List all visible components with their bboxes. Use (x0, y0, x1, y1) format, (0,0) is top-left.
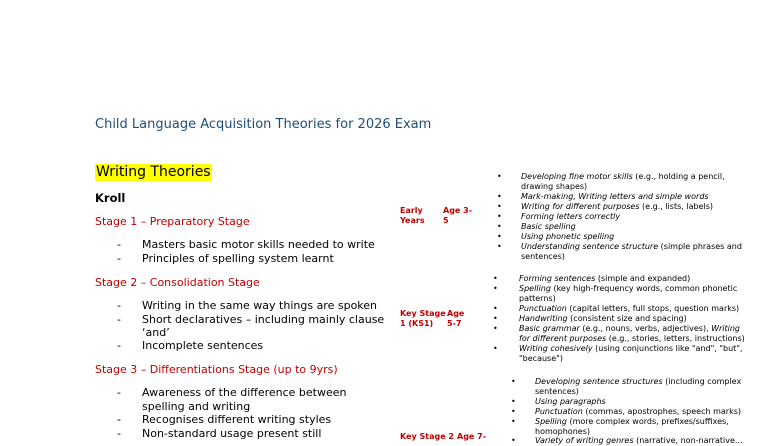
key-stage-age: Age (447, 309, 465, 318)
document-title: Child Language Acquisition Theories for 2026 Exam (95, 117, 432, 132)
curriculum-item: Punctuation (commas, apostrophes, speech marks) (535, 407, 742, 416)
stage-point: Non-standard usage present still (142, 427, 322, 440)
curriculum-item: Basic spelling (521, 222, 576, 231)
key-stage-name: Key Stage (400, 309, 446, 318)
curriculum-item: Developing sentence structures (including complex sentences) (535, 377, 742, 396)
stage-point: Short declaratives – including mainly clause (142, 313, 385, 326)
curriculum-item: Forming letters correctly (521, 212, 621, 221)
dot-bullet: • (497, 212, 502, 221)
dash-bullet: - (117, 313, 121, 326)
stage-point-continued: spelling and writing (142, 400, 251, 413)
dot-bullet: • (497, 192, 502, 201)
curriculum-item: Forming sentences (simple and expanded) (519, 274, 691, 283)
dash-bullet: - (117, 386, 121, 399)
stage-point: Writing in the same way things are spoken (142, 299, 378, 312)
stage-point-continued: ‘and’ (142, 326, 170, 339)
stage-point: Incomplete sentences (142, 339, 264, 352)
dot-bullet: • (511, 397, 516, 406)
curriculum-item: Using phonetic spelling (521, 232, 615, 241)
stage-point: Awareness of the difference between (142, 386, 347, 399)
key-stage-age: Age 7- (457, 432, 487, 441)
dot-bullet: • (493, 284, 498, 293)
dot-bullet: • (493, 344, 498, 353)
curriculum-item: Developing fine motor skills (e.g., holding a pencil, drawing shapes) (521, 172, 725, 191)
curriculum-item: Using paragraphs (535, 397, 606, 406)
section-heading: Writing Theories (96, 164, 211, 180)
curriculum-item: Variety of writing genres (narrative, non-narrative... (535, 436, 743, 445)
stage-point: Recognises different writing styles (142, 413, 332, 426)
dot-bullet: • (497, 172, 502, 181)
key-stage-name: Key Stage 2 (400, 432, 454, 441)
key-stage-name: 1 (KS1) (400, 319, 434, 328)
dot-bullet: • (493, 314, 498, 323)
curriculum-item: Writing for different purposes (e.g., lists, labels) (521, 202, 713, 211)
curriculum-item: Punctuation (capital letters, full stops, question marks) (519, 304, 740, 313)
dash-bullet: - (117, 238, 121, 251)
dash-bullet: - (117, 413, 121, 426)
key-stage-age: 5 (443, 216, 449, 225)
dash-bullet: - (117, 339, 121, 352)
key-stage-age: 5-7 (447, 319, 462, 328)
dot-bullet: • (497, 222, 502, 231)
dot-bullet: • (493, 274, 498, 283)
dot-bullet: • (497, 242, 502, 251)
stage-heading: Stage 1 – Preparatory Stage (95, 215, 250, 228)
key-stage-age: Age 3- (443, 206, 473, 215)
dash-bullet: - (117, 427, 121, 440)
dot-bullet: • (511, 407, 516, 416)
dash-bullet: - (117, 252, 121, 265)
stage-point: Principles of spelling system learnt (142, 252, 334, 265)
curriculum-item: Handwriting (consistent size and spacing) (519, 314, 687, 323)
dash-bullet: - (117, 299, 121, 312)
stage-point: Masters basic motor skills needed to write (142, 238, 375, 251)
curriculum-item: Understanding sentence structure (simple phrases and sentences) (521, 242, 742, 261)
key-stage-name: Early (400, 206, 423, 215)
curriculum-item: Mark-making, Writing letters and simple words (521, 192, 709, 201)
curriculum-item: Spelling (key high-frequency words, common phonetic patterns) (519, 284, 738, 303)
dot-bullet: • (493, 324, 498, 333)
dot-bullet: • (511, 436, 516, 445)
dot-bullet: • (511, 417, 516, 426)
dot-bullet: • (497, 202, 502, 211)
curriculum-item: Basic grammar (e.g., nouns, verbs, adjectives), Writing for different purposes (e.g., stories, letters, instructions) (519, 324, 745, 343)
key-stage-name: Years (400, 216, 425, 225)
theorist-name: Kroll (95, 191, 126, 205)
dot-bullet: • (511, 377, 516, 386)
curriculum-item: Spelling (more complex words, prefixes/suffixes, homophones) (535, 417, 729, 436)
stage-heading: Stage 2 – Consolidation Stage (95, 276, 260, 289)
stage-heading: Stage 3 – Differentiations Stage (up to 9yrs) (95, 363, 338, 376)
dot-bullet: • (497, 232, 502, 241)
dot-bullet: • (493, 304, 498, 313)
curriculum-item: Writing cohesively (using conjunctions like "and", "but", "because") (519, 344, 743, 363)
